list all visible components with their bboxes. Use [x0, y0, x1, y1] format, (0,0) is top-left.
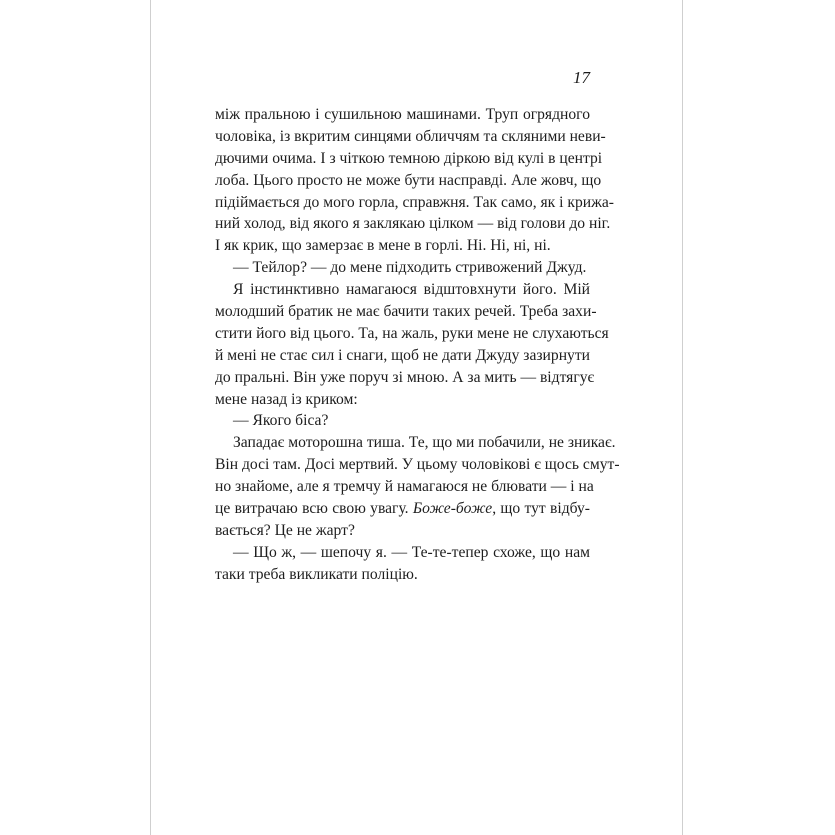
text-line: вається? Це не жарт?: [215, 521, 355, 539]
text-line: ний холод, від якого я заклякаю цілком — від голови до ніг.: [215, 215, 611, 233]
text-line: стити його від цього. Та, на жаль, руки мене не слухаються: [215, 324, 609, 342]
text-line: молодший братик не має бачити таких речей. Треба захи-: [215, 303, 597, 321]
text-line: Я інстинктивно намагаюся відштовхнути його. Мій: [233, 281, 590, 299]
text-line: мене назад із криком:: [215, 390, 358, 408]
text-line: — Тейлор? — до мене підходить стривожений Джуд.: [233, 259, 587, 277]
page-number: 17: [573, 68, 590, 87]
text-line: й мені не стає сил і снаги, щоб не дати Джуду зазирнути: [215, 346, 590, 364]
text-segment: , що тут відбу-: [492, 500, 591, 518]
text-line: І як крик, що замерзає в мене в горлі. Ні. Ні, ні, ні.: [215, 237, 551, 255]
text-line: Він досі там. Досі мертвий. У цьому чоловікові є щось смут-: [215, 456, 620, 474]
text-line: — Що ж, — шепочу я. — Те-те-тепер схоже, що нам: [233, 543, 590, 561]
text-line: між пральною і сушильною машинами. Труп огрядного: [215, 106, 590, 123]
text-line: дючими очима. І з чіткою темною діркою від кулі в центрі: [215, 149, 603, 167]
text-line: таки треба викликати поліцію.: [215, 565, 418, 583]
text-segment: це витрачаю всю свою увагу.: [215, 500, 413, 518]
text-line: Западає моторошна тиша. Те, що ми побачили, не зникає.: [233, 434, 616, 452]
text-line: [215, 498, 590, 520]
book-page: [150, 0, 683, 835]
text-line: до пральні. Він уже поруч зі мною. А за мить — відтягує: [215, 368, 595, 386]
text-line: — Якого біса?: [233, 412, 329, 430]
italic-emphasis: Боже-боже: [412, 500, 493, 518]
text-line: лоба. Цього просто не може бути насправді. Але жовч, що: [215, 171, 602, 189]
text-line: підіймається до мого горла, справжня. Так само, як і крижа-: [215, 193, 614, 211]
text-line: но знайоме, але я тремчу й намагаюся не блювати — і на: [215, 478, 594, 496]
text-line: чоловіка, із вкритим синцями обличчям та скляними неви-: [215, 127, 606, 145]
body-text: [215, 104, 620, 586]
